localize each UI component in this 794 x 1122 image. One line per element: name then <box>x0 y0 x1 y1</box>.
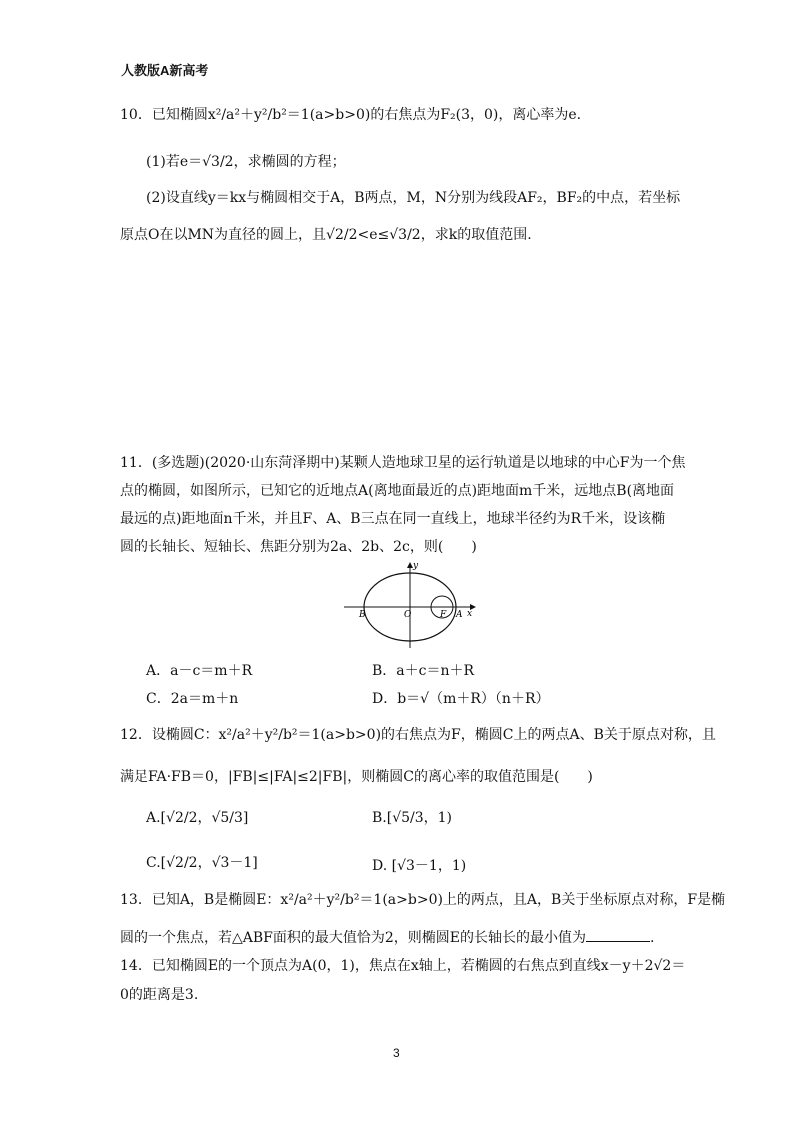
q12-option-c[interactable]: C.[√2/2，√3－1] <box>146 855 258 871</box>
q10-part1: (1)若e＝√3/2，求椭圆的方程； <box>146 154 346 170</box>
page-number: 3 <box>393 1046 400 1060</box>
q11-line3: 最远的点)距地面n千米，并且F、A、B三点在同一直线上，地球半径约为R千米，设该椭 <box>120 511 666 527</box>
q13-line1: 13．已知A，B是椭圆E：x²/a²＋y²/b²＝1(a>b>0)上的两点，且A，B关于坐标原点对称，F是椭 <box>120 892 726 908</box>
label-A: A <box>456 610 463 620</box>
q11-option-b[interactable]: B．a＋c＝n＋R <box>372 663 475 679</box>
q11-line4: 圆的长轴长、短轴长、焦距分别为2a、2b、2c，则( ) <box>120 539 477 555</box>
q11-line1: 11．(多选题)(2020·山东菏泽期中)某颗人造地球卫星的运行轨道是以地球的中心F为一个焦 <box>120 455 686 471</box>
header-title: 人教版A新高考 <box>121 63 209 78</box>
q13-line2-end: . <box>650 930 655 946</box>
q12-line2: 满足FA·FB＝0，|FB|≤|FA|≤2|FB|，则椭圆C的离心率的取值范围是( ) <box>120 769 593 785</box>
q11-option-a[interactable]: A．a－c＝m＋R <box>146 663 253 679</box>
q13-line2-text: 圆的一个焦点，若△ABF面积的最大值恰为2，则椭圆E的长轴长的最小值为 <box>120 930 587 946</box>
q10-part2-line1: (2)设直线y＝kx与椭圆相交于A，B两点，M，N分别为线段AF₂，BF₂的中点，若坐标 <box>146 190 681 206</box>
q11-option-d[interactable]: D．b＝√（m＋R）（n＋R） <box>372 691 550 707</box>
q13-answer-blank[interactable] <box>586 929 650 942</box>
q12-option-b[interactable]: B.[√5/3，1) <box>372 810 453 826</box>
q11-option-c[interactable]: C．2a＝m＋n <box>146 691 239 707</box>
q14-line1: 14．已知椭圆E的一个顶点为A(0，1)，焦点在x轴上，若椭圆的右焦点到直线x－y＋2√2＝ <box>120 958 686 974</box>
q11-line2: 点的椭圆，如图所示，已知它的近地点A(离地面最近的点)距地面m千米，远地点B(离地面 <box>120 483 675 499</box>
q14-line2: 0的距离是3. <box>120 987 199 1003</box>
q12-option-a[interactable]: A.[√2/2，√5/3] <box>146 810 249 826</box>
label-B: B <box>359 610 366 620</box>
q12-option-d[interactable]: D. [√3－1，1) <box>372 858 467 874</box>
label-y: y <box>413 561 419 571</box>
q12-line1: 12．设椭圆C：x²/a²＋y²/b²＝1(a>b>0)的右焦点为F，椭圆C上的两点A、B关于原点对称，且 <box>120 727 716 743</box>
label-O: O <box>404 610 412 620</box>
label-F: F <box>440 610 447 620</box>
ellipse-figure <box>340 558 480 648</box>
q13-line2 <box>120 928 654 948</box>
q10-part2-line2: 原点O在以MN为直径的圆上，且√2/2<e≤√3/2，求k的取值范围. <box>120 227 532 243</box>
label-x: x <box>467 609 473 619</box>
q10-stem: 10．已知椭圆x²/a²＋y²/b²＝1(a>b>0)的右焦点为F₂(3，0)，离心率为e. <box>120 107 582 123</box>
